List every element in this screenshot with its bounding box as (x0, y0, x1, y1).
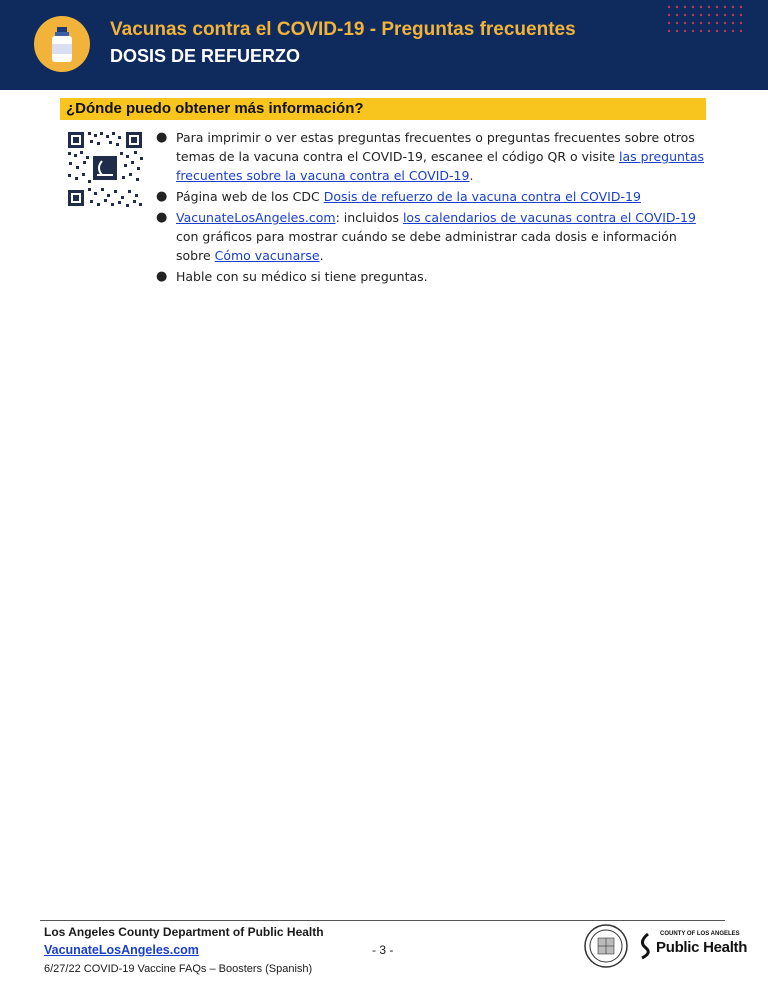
page-header (0, 0, 768, 90)
header-title: Vacunas contra el COVID-19 - Preguntas frecuentes (110, 19, 576, 40)
how-to-get-vaccinated-link[interactable]: Cómo vacunarse (214, 248, 320, 263)
cdc-booster-link[interactable]: Dosis de refuerzo de la vacuna contra el COVID-19 (323, 189, 641, 204)
footer-divider (40, 920, 725, 921)
list-item: ● Hable con su médico si tiene preguntas. (156, 269, 428, 284)
footer-org: Los Angeles County Department of Public Health (44, 925, 324, 939)
public-health-mark-icon (636, 932, 654, 960)
page-number: - 3 - (372, 943, 394, 957)
section-heading-bar (60, 98, 706, 120)
footer-website-link[interactable]: VacunateLosAngeles.com (44, 943, 199, 957)
logo-county-text: COUNTY OF LOS ANGELES (660, 931, 740, 937)
vacunate-site-link[interactable]: VacunateLosAngeles.com (176, 210, 336, 225)
public-health-logo (636, 930, 746, 964)
vaccine-schedules-link[interactable]: los calendarios de vacunas contra el COVID-19 (402, 210, 696, 225)
info-bullet-list (150, 128, 710, 288)
vaccine-vial-icon (34, 16, 90, 72)
county-seal-icon (584, 924, 628, 968)
header-subtitle: DOSIS DE REFUERZO (110, 46, 301, 66)
faq-link[interactable]: las preguntas frecuentes sobre la vacuna contra el COVID-19 (176, 149, 704, 183)
list-item: ● Página web de los CDC Dosis de refuerzo de la vacuna contra el COVID-19 (156, 189, 641, 204)
qr-code[interactable] (66, 130, 144, 208)
section-title: ¿Dónde puedo obtener más información? (66, 100, 364, 117)
footer-doc-info: 6/27/22 COVID-19 Vaccine FAQs – Boosters (Spanish) (44, 963, 313, 975)
list-item: ● Para imprimir o ver estas preguntas frecuentes o preguntas frecuentes sobre otros temas de la vacuna contra el COVID-19, escanee el código QR o visite las preguntas frecuentes sobre la vacuna contra el COVID-19. (156, 130, 704, 183)
decorative-dot-grid (666, 4, 750, 34)
logo-public-health-text: Public Health (656, 939, 748, 956)
list-item: ● VacunateLosAngeles.com: incluidos los calendarios de vacunas contra el COVID-19 con gráficos para mostrar cuándo se debe administrar cada dosis e información sobre Cómo vacunarse. (156, 210, 696, 263)
